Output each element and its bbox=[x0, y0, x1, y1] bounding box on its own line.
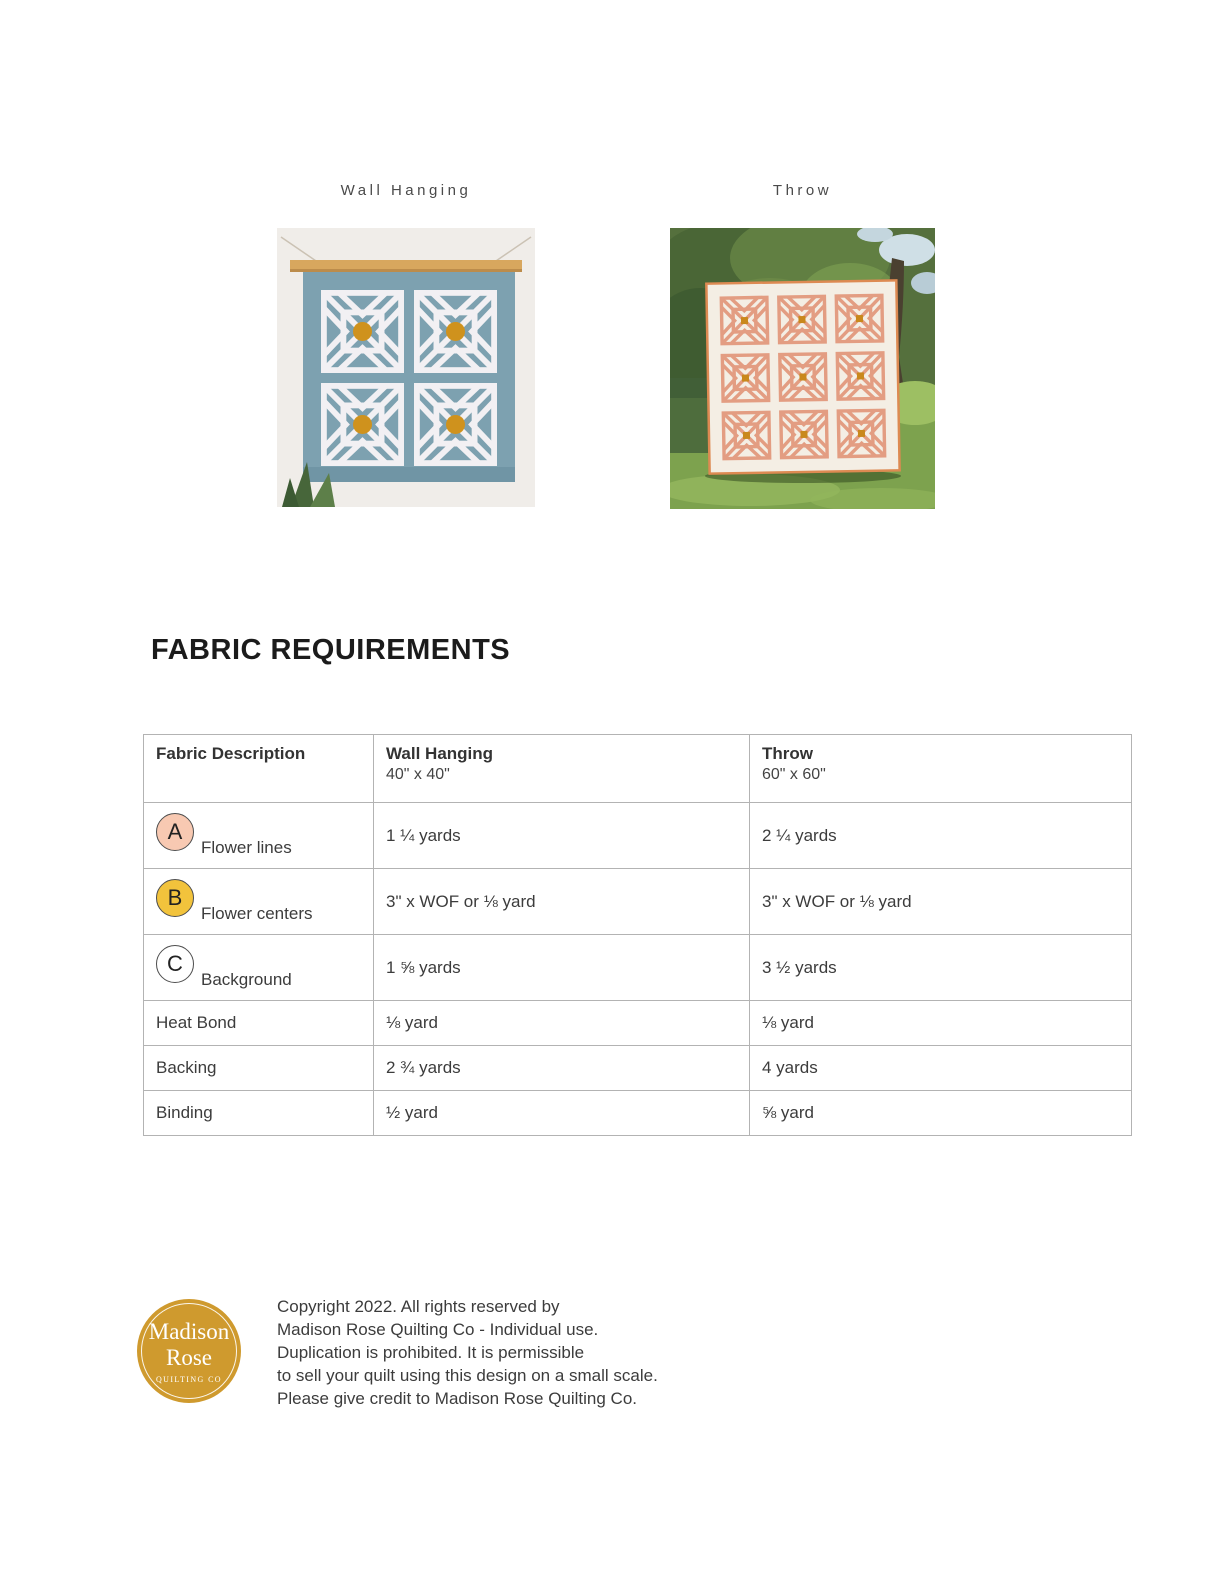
wall-hanging-value: 3" x WOF or ⅛ yard bbox=[374, 869, 750, 935]
fabric-c-badge: C bbox=[156, 945, 194, 983]
fabric-label: Background bbox=[201, 969, 292, 989]
copyright-line: Duplication is prohibited. It is permissible bbox=[277, 1343, 585, 1362]
copyright-line: to sell your quilt using this design on a small scale. bbox=[277, 1366, 658, 1385]
copyright-line: Copyright 2022. All rights reserved by bbox=[277, 1297, 560, 1316]
throw-value: 4 yards bbox=[750, 1046, 1132, 1091]
col-header-fabric-description: Fabric Description bbox=[144, 735, 374, 803]
page-title: FABRIC REQUIREMENTS bbox=[151, 634, 511, 666]
throw-value: 3" x WOF or ⅛ yard bbox=[750, 869, 1132, 935]
wall-hanging-value: ⅛ yard bbox=[374, 1001, 750, 1046]
throw-photo bbox=[670, 228, 935, 509]
fabric-requirements-table bbox=[143, 734, 1132, 1136]
wall-hanging-value: 2 ¾ yards bbox=[374, 1046, 750, 1091]
throw-caption: Throw bbox=[772, 182, 833, 199]
fabric-a-badge: A bbox=[156, 813, 194, 851]
throw-quilt-image bbox=[670, 228, 935, 509]
fabric-label: Flower centers bbox=[201, 903, 313, 923]
col-header-throw: Throw 60" x 60" bbox=[750, 735, 1132, 803]
throw-value: ⅛ yard bbox=[750, 1001, 1132, 1046]
throw-value: 3 ½ yards bbox=[750, 935, 1132, 1001]
table-row-heat-bond bbox=[144, 1001, 1132, 1046]
table-header-row bbox=[144, 735, 1132, 803]
fabric-label: Flower lines bbox=[201, 837, 292, 857]
fabric-label: Binding bbox=[144, 1091, 374, 1136]
throw-value: ⅝ yard bbox=[750, 1091, 1132, 1136]
madison-rose-logo bbox=[137, 1299, 241, 1403]
wall-hanging-quilt-image bbox=[277, 228, 535, 507]
copyright-notice bbox=[277, 1295, 658, 1410]
copyright-line: Madison Rose Quilting Co - Individual use. bbox=[277, 1320, 599, 1339]
copyright-line: Please give credit to Madison Rose Quilting Co. bbox=[277, 1389, 638, 1408]
logo-text-line1: Madison bbox=[148, 1318, 230, 1344]
logo-text-line3: QUILTING CO bbox=[156, 1374, 222, 1384]
table-row-flower-centers bbox=[144, 869, 1132, 935]
table-row-background bbox=[144, 935, 1132, 1001]
table-row-flower-lines bbox=[144, 803, 1132, 869]
throw-value: 2 ¼ yards bbox=[750, 803, 1132, 869]
wall-hanging-photo bbox=[277, 228, 535, 507]
table-row-binding bbox=[144, 1091, 1132, 1136]
wall-hanging-value: 1 ¼ yards bbox=[374, 803, 750, 869]
fabric-label: Backing bbox=[144, 1046, 374, 1091]
wall-hanging-caption: Wall Hanging bbox=[340, 182, 472, 199]
wall-hanging-value: ½ yard bbox=[374, 1091, 750, 1136]
wall-hanging-value: 1 ⅝ yards bbox=[374, 935, 750, 1001]
fabric-b-badge: B bbox=[156, 879, 194, 917]
logo-text-line2: Rose bbox=[166, 1344, 212, 1370]
table-row-backing bbox=[144, 1046, 1132, 1091]
col-header-wall-hanging: Wall Hanging 40" x 40" bbox=[374, 735, 750, 803]
fabric-label: Heat Bond bbox=[144, 1001, 374, 1046]
